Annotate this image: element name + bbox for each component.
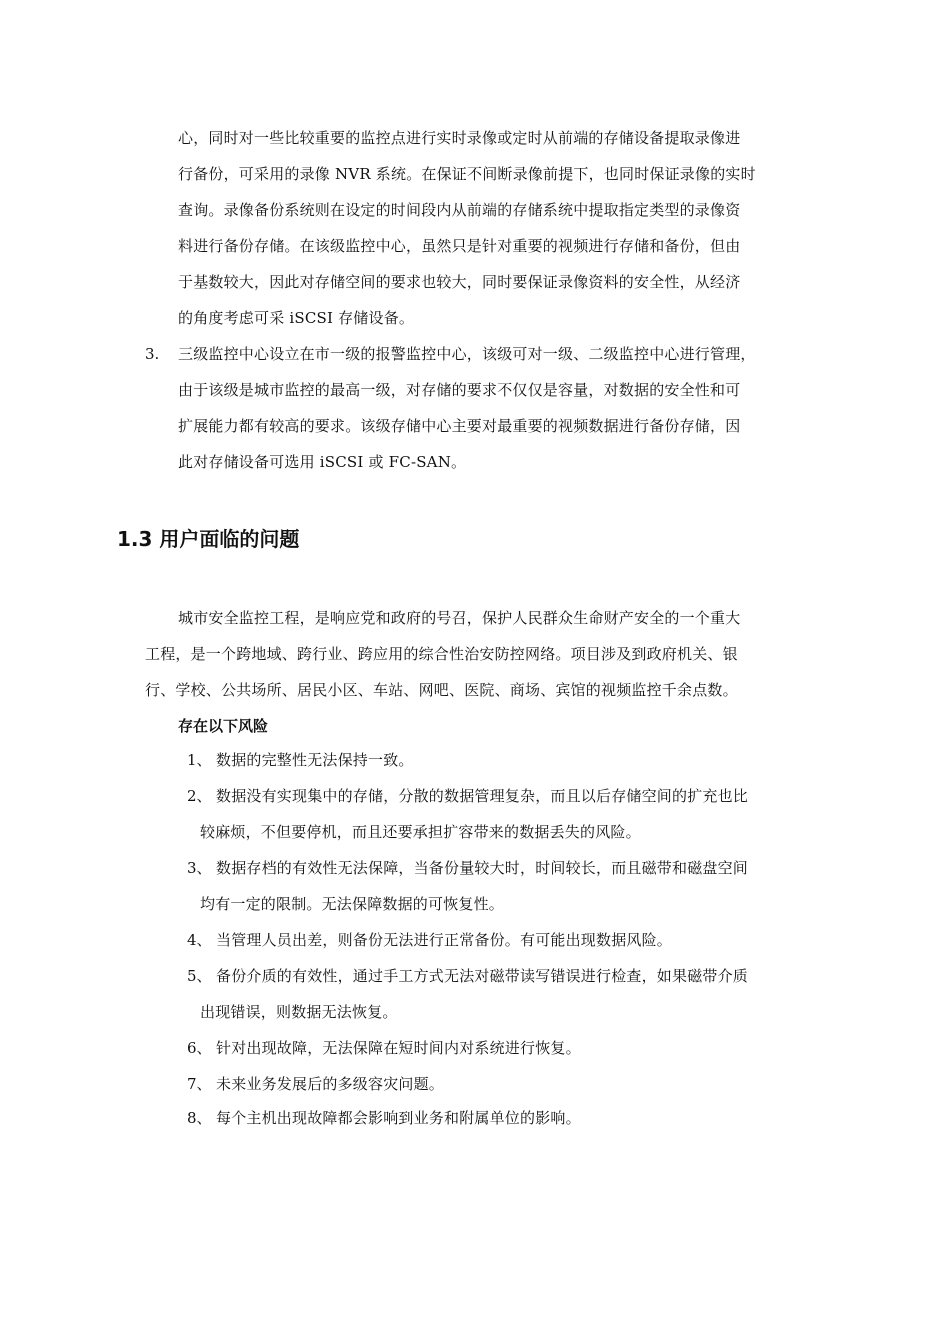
- list-number: 1、: [187, 751, 212, 769]
- text-line: 扩展能力都有较高的要求。该级存储中心主要对最重要的视频数据进行备份存储，因: [178, 417, 741, 435]
- list-item: 出现错误，则数据无法恢复。: [200, 1003, 398, 1021]
- text-line: 查询。录像备份系统则在设定的时间段内从前端的存储系统中提取指定类型的录像资: [178, 201, 741, 219]
- list-number: 4、: [187, 931, 212, 949]
- text-line: 行、学校、公共场所、居民小区、车站、网吧、医院、商场、宾馆的视频监控千余点数。: [145, 681, 738, 699]
- text-line: 心，同时对一些比较重要的监控点进行实时录像或定时从前端的存储设备提取录像进: [178, 129, 741, 147]
- text-line: 工程，是一个跨地域、跨行业、跨应用的综合性治安防控网络。项目涉及到政府机关、银: [145, 645, 738, 663]
- list-item: 当管理人员出差，则备份无法进行正常备份。有可能出现数据风险。: [216, 931, 673, 949]
- section-heading: 1.3 用户面临的问题: [117, 527, 300, 551]
- list-number: 5、: [187, 967, 212, 985]
- list-number: 7、: [187, 1075, 212, 1093]
- list-item: 备份介质的有效性，通过手工方式无法对磁带读写错误进行检查，如果磁带介质: [216, 967, 749, 985]
- list-number: 3.: [145, 345, 160, 363]
- list-item: 每个主机出现故障都会影响到业务和附属单位的影响。: [216, 1109, 581, 1127]
- risk-subheading: 存在以下风险: [178, 717, 269, 735]
- list-item: 较麻烦，不但要停机，而且还要承担扩容带来的数据丢失的风险。: [200, 823, 641, 841]
- list-item: 数据没有实现集中的存储，分散的数据管理复杂，而且以后存储空间的扩充也比: [216, 787, 749, 805]
- text-line: 行备份，可采用的录像 NVR 系统。在保证不间断录像前提下，也同时保证录像的实时: [178, 165, 756, 183]
- text-line: 料进行备份存储。在该级监控中心，虽然只是针对重要的视频进行存储和备份，但由: [178, 237, 741, 255]
- list-number: 6、: [187, 1039, 212, 1057]
- text-line: 三级监控中心设立在市一级的报警监控中心，该级可对一级、二级监控中心进行管理，: [178, 345, 756, 363]
- text-line: 城市安全监控工程，是响应党和政府的号召，保护人民群众生命财产安全的一个重大: [178, 609, 741, 627]
- list-number: 8、: [187, 1109, 212, 1127]
- list-number: 3、: [187, 859, 212, 877]
- list-item: 未来业务发展后的多级容灾问题。: [216, 1075, 445, 1093]
- text-line: 的角度考虑可采 iSCSI 存储设备。: [178, 309, 415, 327]
- text-line: 由于该级是城市监控的最高一级，对存储的要求不仅仅是容量，对数据的安全性和可: [178, 381, 741, 399]
- list-number: 2、: [187, 787, 212, 805]
- list-item: 均有一定的限制。无法保障数据的可恢复性。: [200, 895, 505, 913]
- list-item: 数据存档的有效性无法保障，当备份量较大时，时间较长，而且磁带和磁盘空间: [216, 859, 749, 877]
- list-item: 针对出现故障，无法保障在短时间内对系统进行恢复。: [216, 1039, 581, 1057]
- text-line: 于基数较大，因此对存储空间的要求也较大，同时要保证录像资料的安全性，从经济: [178, 273, 741, 291]
- list-item: 数据的完整性无法保持一致。: [216, 751, 414, 769]
- text-line: 此对存储设备可选用 iSCSI 或 FC-SAN。: [178, 453, 467, 471]
